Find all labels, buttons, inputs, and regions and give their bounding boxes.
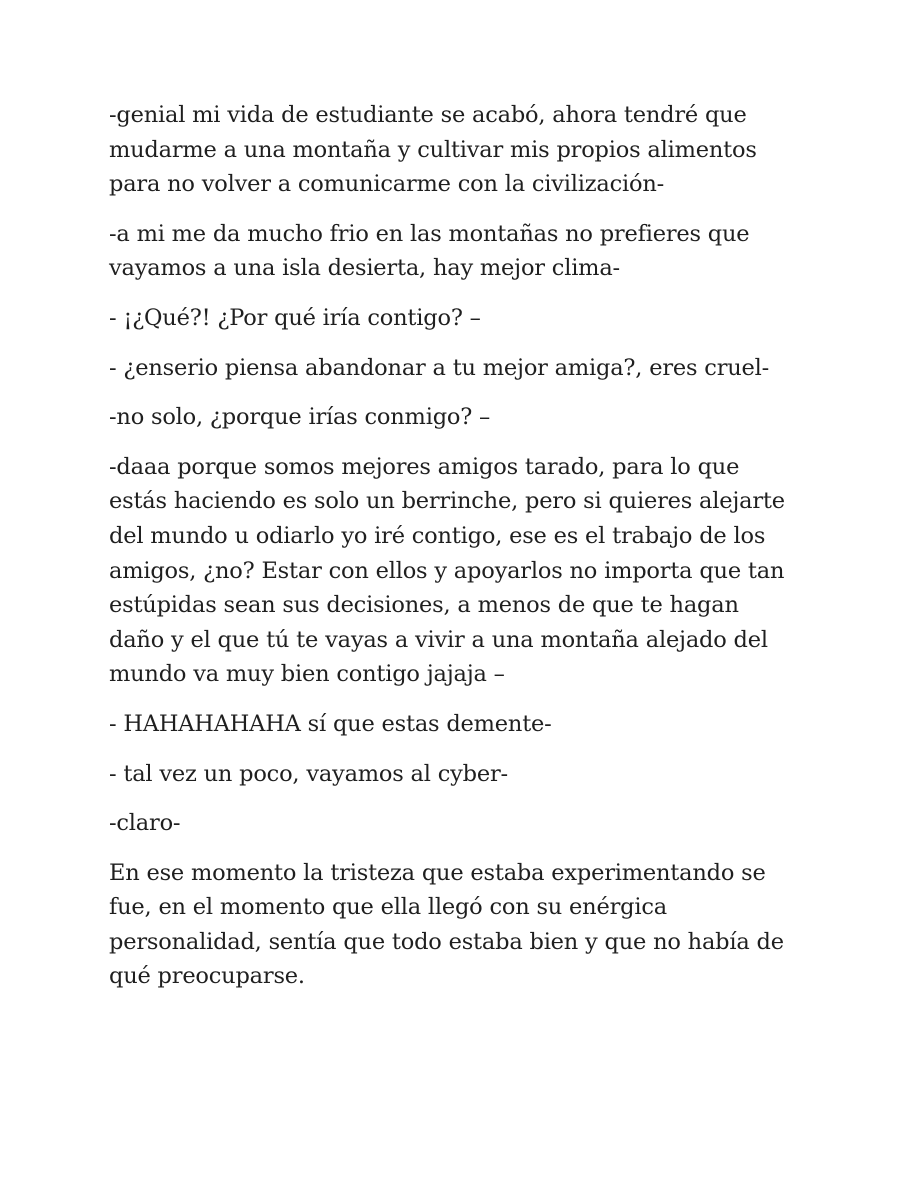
dialogue-paragraph-8: - tal vez un poco, vayamos al cyber- (109, 760, 508, 787)
document-page (109, 98, 789, 1009)
dialogue-paragraph-3: - ¡¿Qué?! ¿Por qué iría contigo? – (109, 304, 481, 331)
dialogue-paragraph-5: -no solo, ¿porque irías conmigo? – (109, 404, 491, 431)
dialogue-paragraph-4: - ¿enserio piensa abandonar a tu mejor amiga?, eres cruel- (109, 354, 770, 381)
dialogue-paragraph-7: - HAHAHAHAHA sí que estas demente- (109, 710, 552, 737)
narrative-paragraph: En ese momento la tristeza que estaba experimentando se fue, en el momento que ella llegó con su enérgica personalidad, sentía que todo estaba bien y que no había de qué preocuparse. (109, 859, 784, 990)
dialogue-paragraph-9: -claro- (109, 810, 181, 837)
dialogue-paragraph-2: -a mi me da mucho frio en las montañas no prefieres que vayamos a una isla desierta, hay mejor clima- (109, 220, 750, 282)
dialogue-paragraph-1: -genial mi vida de estudiante se acabó, ahora tendré que mudarme a una montaña y cultivar mis propios alimentos para no volver a comunicarme con la civilización- (109, 102, 757, 198)
dialogue-paragraph-6: -daaa porque somos mejores amigos tarado, para lo que estás haciendo es solo un berrinche, pero si quieres alejarte del mundo u odiarlo yo iré contigo, ese es el trabajo de los amigos, ¿no? Estar con ellos y apoyarlos no importa que tan estúpidas sean sus decisiones, a menos de que te hagan daño y el que tú te vayas a vivir a una montaña alejado del mundo va muy bien contigo jajaja – (109, 453, 785, 688)
